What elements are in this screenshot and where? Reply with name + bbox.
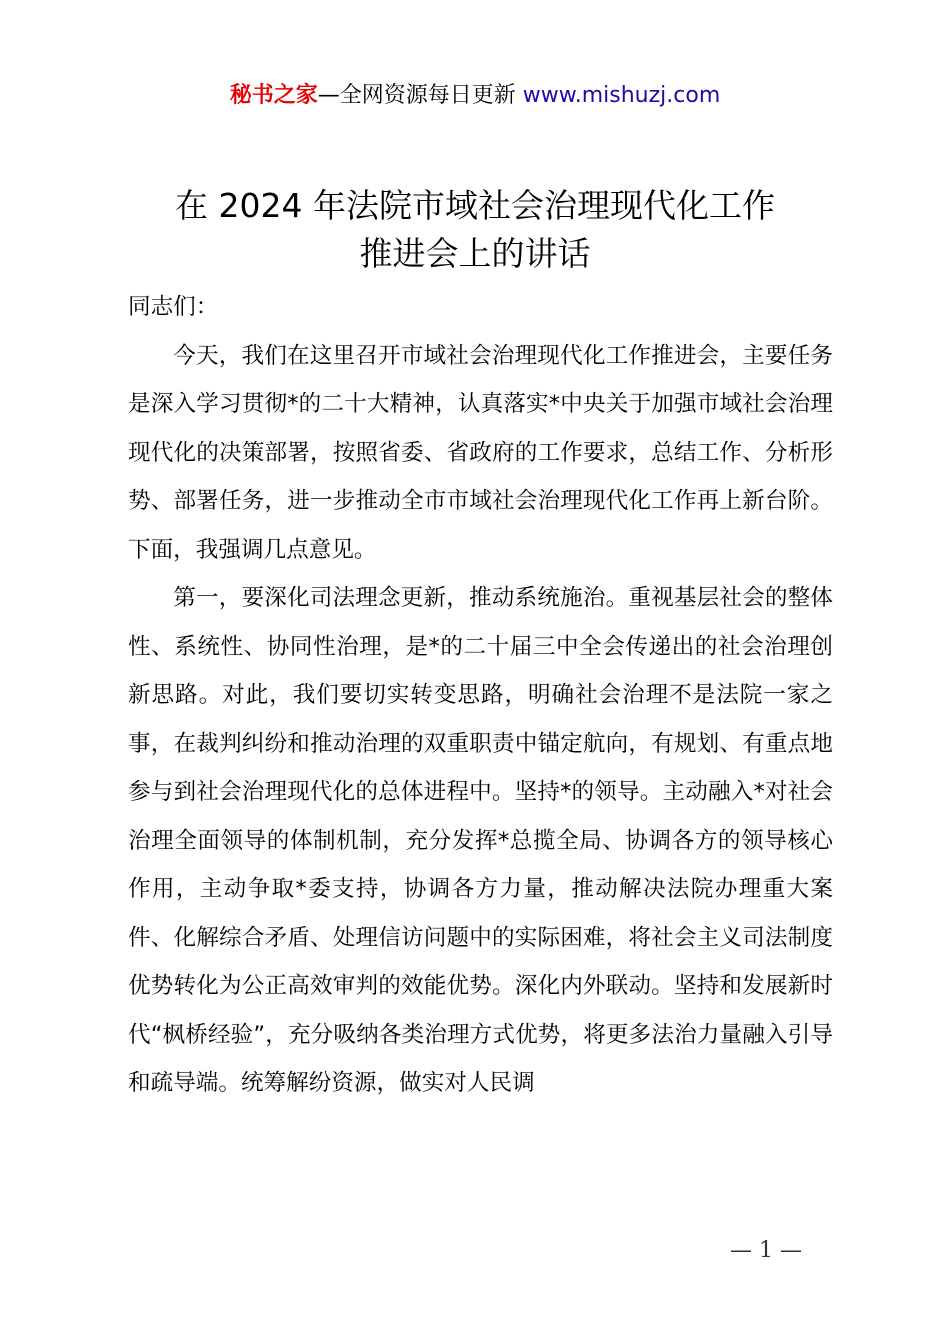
page-number: — 1 — [730, 1238, 802, 1263]
salutation: 同志们： [128, 294, 219, 320]
title-line-1: 在 2024 年法院市域社会治理现代化工作 [175, 186, 775, 225]
site-tagline: —全网资源每日更新 [317, 83, 523, 108]
document-body [128, 283, 833, 1108]
site-brand: 秘书之家 [229, 83, 318, 108]
document-title [0, 182, 950, 278]
site-header [0, 78, 950, 114]
paragraph-intro: 今天，我们在这里召开市域社会治理现代化工作推进会，主要任务是深入学习贯彻*的二十大精神，认真落实*中央关于加强市域社会治理现代化的决策部署，按照省委、省政府的工作要求，总结工作、分析形势、部署任务，进一步推动全市市域社会治理现代化工作再上新台阶。下面，我强调几点意见。 [128, 342, 833, 563]
paragraph-first-point: 第一，要深化司法理念更新，推动系统施治。重视基层社会的整体性、系统性、协同性治理，是*的二十届三中全会传递出的社会治理创新思路。对此，我们要切实转变思路，明确社会治理不是法院一家之事，在裁判纠纷和推动治理的双重职责中锚定航向，有规划、有重点地参与到社会治理现代化的总体进程中。坚持*的领导。主动融入*对社会治理全面领导的体制机制，充分发挥*总揽全局、协调各方的领导核心作用，主动争取*委支持，协调各方力量，推动解决法院办理重大案件、化解综合矛盾、处理信访问题中的实际困难，将社会主义司法制度优势转化为公正高效审判的效能优势。深化内外联动。坚持和发展新时代“枫桥经验”，充分吸纳各类治理方式优势，将更多法治力量融入引导和疏导端。统筹解纷资源，做实对人民调 [128, 585, 833, 1096]
title-line-2: 推进会上的讲话 [359, 234, 591, 273]
site-url-link[interactable]: www.mishuzj.com [522, 83, 721, 108]
